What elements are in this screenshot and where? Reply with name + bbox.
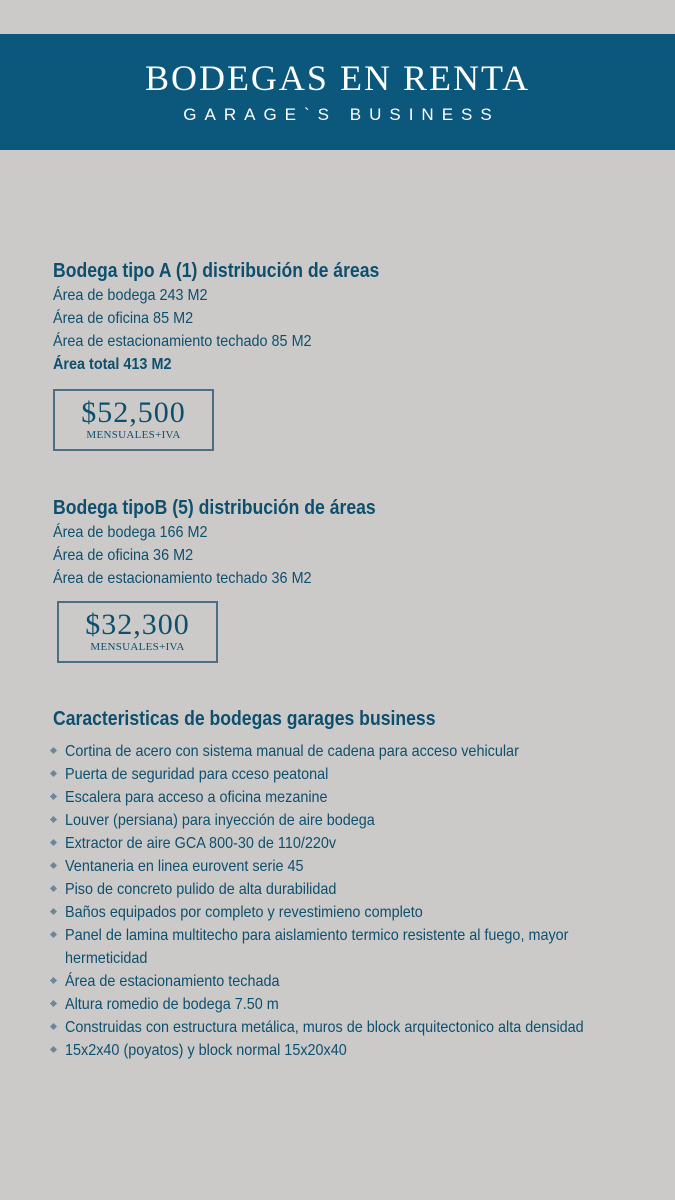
list-item: Escalera para acceso a oficina mezanine bbox=[53, 786, 663, 809]
list-item: Extractor de aire GCA 800-30 de 110/220v bbox=[53, 832, 663, 855]
diamond-bullet-icon bbox=[50, 816, 57, 823]
diamond-bullet-icon bbox=[50, 793, 57, 800]
bodega-a-area-estacionamiento: Área de estacionamiento techado 85 M2 bbox=[53, 333, 312, 350]
bodega-b-area-bodega: Área de bodega 166 M2 bbox=[53, 524, 208, 541]
list-item: Baños equipados por completo y revestimieno completo bbox=[53, 901, 663, 924]
bodega-a-price-note: MENSUALES+IVA bbox=[86, 429, 181, 441]
features-list bbox=[53, 740, 663, 1062]
bodega-b-price: $32,300 bbox=[85, 608, 190, 641]
diamond-bullet-icon bbox=[50, 839, 57, 846]
bodega-a-area-oficina: Área de oficina 85 M2 bbox=[53, 310, 194, 327]
header-banner bbox=[0, 34, 675, 150]
diamond-bullet-icon bbox=[50, 1046, 57, 1053]
list-item: Panel de lamina multitecho para aislamiento termico resistente al fuego, mayor hermeticidad bbox=[53, 924, 663, 970]
diamond-bullet-icon bbox=[50, 908, 57, 915]
bodega-a-area-bodega: Área de bodega 243 M2 bbox=[53, 287, 208, 304]
list-item: Puerta de seguridad para cceso peatonal bbox=[53, 763, 663, 786]
top-margin bbox=[0, 0, 675, 34]
diamond-bullet-icon bbox=[50, 1023, 57, 1030]
bodega-a-heading: Bodega tipo A (1) distribución de áreas bbox=[53, 260, 380, 282]
bodega-a-price: $52,500 bbox=[81, 396, 186, 429]
bodega-a-price-box bbox=[53, 389, 214, 451]
features-heading: Caracteristicas de bodegas garages business bbox=[53, 708, 436, 730]
list-item: Altura romedio de bodega 7.50 m bbox=[53, 993, 663, 1016]
list-item: Construidas con estructura metálica, muros de block arquitectonico alta densidad bbox=[53, 1016, 663, 1039]
diamond-bullet-icon bbox=[50, 885, 57, 892]
list-item: Área de estacionamiento techada bbox=[53, 970, 663, 993]
bodega-b-section bbox=[53, 495, 653, 590]
bodega-b-price-box bbox=[57, 601, 218, 663]
list-item: Louver (persiana) para inyección de aire bodega bbox=[53, 809, 663, 832]
bodega-b-area-oficina: Área de oficina 36 M2 bbox=[53, 547, 194, 564]
features-section bbox=[53, 706, 663, 1062]
diamond-bullet-icon bbox=[50, 747, 57, 754]
bodega-b-area-estacionamiento: Área de estacionamiento techado 36 M2 bbox=[53, 570, 312, 587]
bodega-b-heading: Bodega tipoB (5) distribución de áreas bbox=[53, 497, 376, 519]
page-subtitle: GARAGE`S BUSINESS bbox=[183, 105, 500, 124]
diamond-bullet-icon bbox=[50, 931, 57, 938]
list-item: Piso de concreto pulido de alta durabilidad bbox=[53, 878, 663, 901]
list-item: 15x2x40 (poyatos) y block normal 15x20x40 bbox=[53, 1039, 663, 1062]
diamond-bullet-icon bbox=[50, 770, 57, 777]
page-title: BODEGAS EN RENTA bbox=[144, 58, 531, 98]
bodega-a-area-total: Área total 413 M2 bbox=[53, 356, 172, 373]
bodega-a-section bbox=[53, 258, 653, 376]
list-item: Cortina de acero con sistema manual de cadena para acceso vehicular bbox=[53, 740, 663, 763]
bodega-b-price-note: MENSUALES+IVA bbox=[90, 641, 185, 653]
list-item: Ventaneria en linea eurovent serie 45 bbox=[53, 855, 663, 878]
diamond-bullet-icon bbox=[50, 862, 57, 869]
diamond-bullet-icon bbox=[50, 1000, 57, 1007]
diamond-bullet-icon bbox=[50, 977, 57, 984]
